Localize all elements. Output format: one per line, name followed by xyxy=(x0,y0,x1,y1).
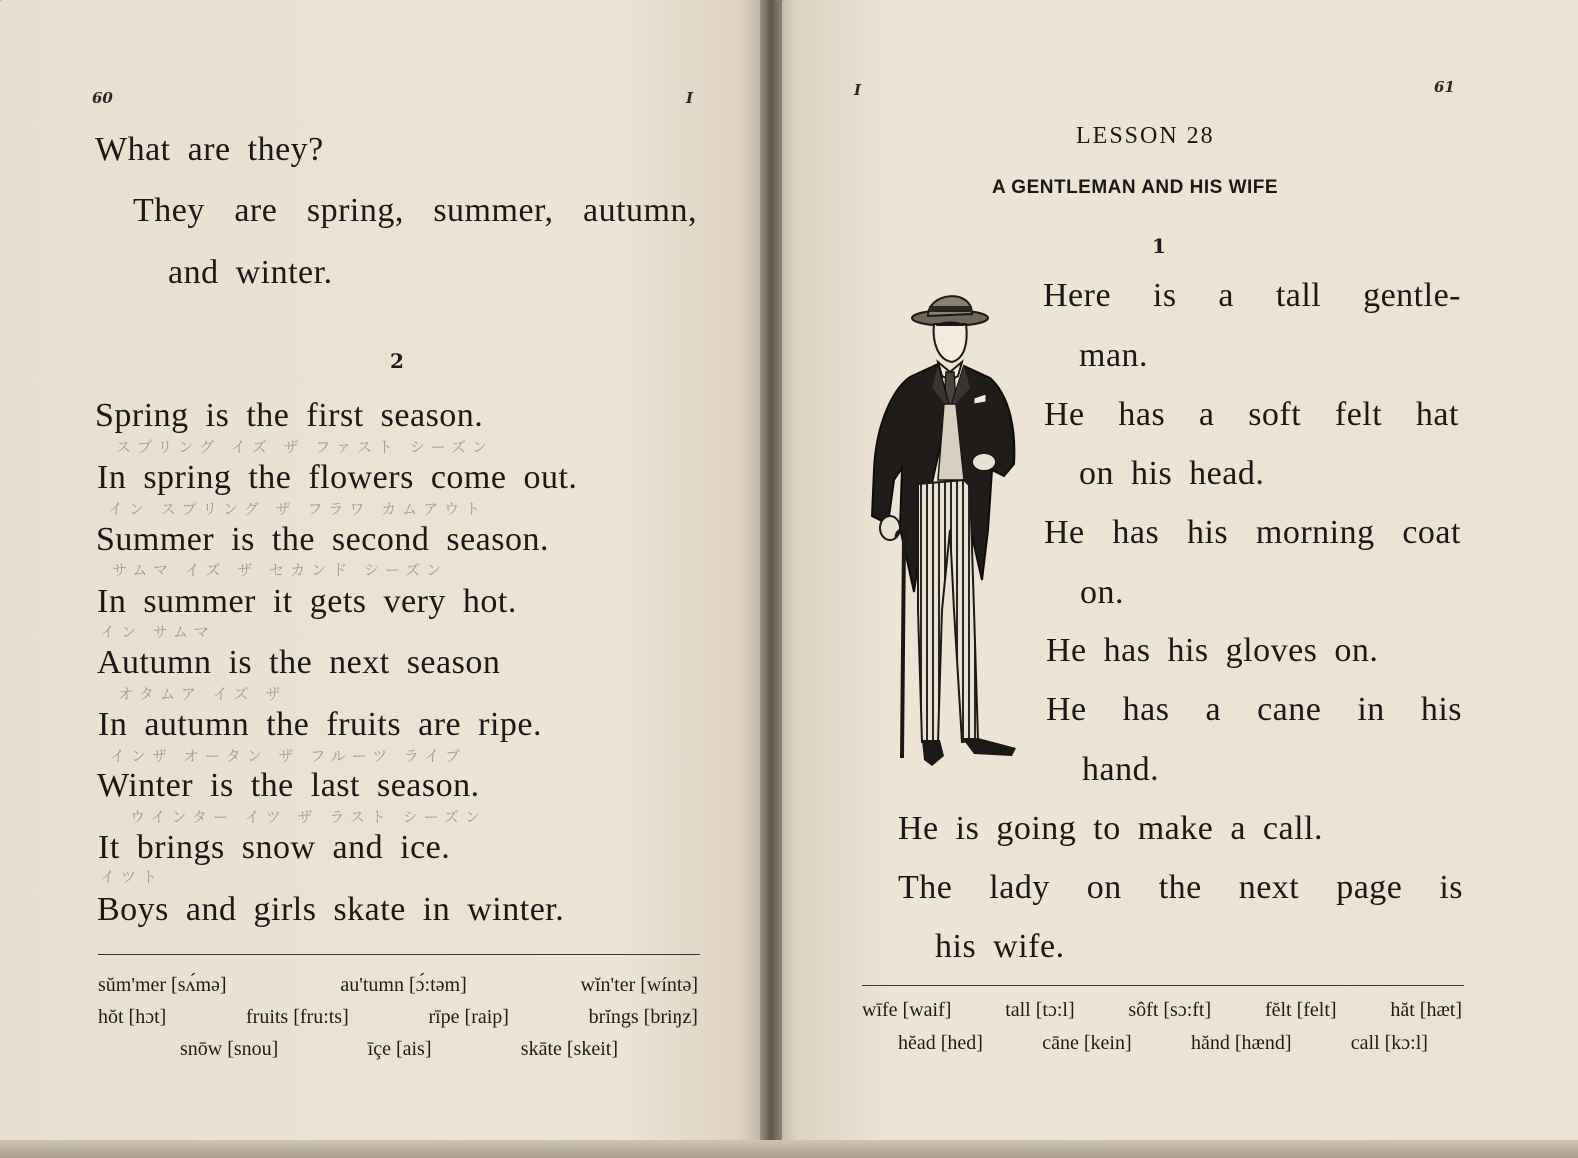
vocab-item: īçe [ais] xyxy=(367,1038,432,1060)
story-line: man. xyxy=(1079,337,1149,374)
vocab-item: hăt [hæt] xyxy=(1390,999,1462,1021)
word: a xyxy=(1218,277,1234,314)
word: spring, xyxy=(306,192,404,229)
vocab-item: hănd [hænd] xyxy=(1190,1032,1292,1054)
vocab-divider-left xyxy=(98,954,700,955)
vocab-item: sôft [sɔ:ft] xyxy=(1128,999,1212,1021)
answer-line-1 xyxy=(133,192,697,230)
passage-line: In autumn the fruits are ripe. xyxy=(98,706,542,743)
word: is xyxy=(1152,277,1177,314)
word: soft xyxy=(1248,396,1302,433)
word: are xyxy=(234,192,278,229)
story-line: on his head. xyxy=(1079,455,1265,492)
word: lady xyxy=(989,869,1050,906)
passage-line: Spring is the first season. xyxy=(95,397,484,434)
word: has xyxy=(1118,396,1166,433)
vocab-item: snōw [snou] xyxy=(180,1038,279,1060)
gentleman-with-cane-illustration xyxy=(866,280,1032,772)
word: They xyxy=(133,192,205,229)
word: the xyxy=(1158,869,1202,906)
story-line xyxy=(1044,514,1461,552)
book-gutter xyxy=(760,0,782,1158)
word: felt xyxy=(1334,396,1383,433)
furigana-line: スプリング イズ ザ ファスト シーズン xyxy=(116,438,493,456)
page-number-left: 60 xyxy=(92,89,113,107)
word: his xyxy=(1186,514,1229,551)
passage-line: Autumn is the next season xyxy=(97,644,501,681)
vocab-item: hŏt [hɔt] xyxy=(98,1006,167,1028)
word: is xyxy=(1439,869,1463,906)
word: his xyxy=(1420,691,1462,728)
vocab-item: call [kɔ:l] xyxy=(1350,1032,1428,1054)
section-number-2: 2 xyxy=(390,349,404,373)
vocab-row-1 xyxy=(98,974,698,997)
vocab-item: tall [tɔ:l] xyxy=(1005,999,1075,1021)
word: autumn, xyxy=(583,192,697,229)
story-line: hand. xyxy=(1082,751,1160,788)
furigana-line: オタムア イズ ザ xyxy=(118,685,287,703)
running-head-left: I xyxy=(686,89,694,107)
word: He xyxy=(1044,514,1085,551)
furigana-line: イン サムマ xyxy=(100,623,215,641)
vocab-item: rīpe [raip] xyxy=(428,1006,509,1028)
passage-line: In summer it gets very hot. xyxy=(97,583,517,620)
vocab-row-right-1 xyxy=(862,999,1462,1022)
passage-line: Summer is the second season. xyxy=(96,521,549,558)
word: gentle- xyxy=(1363,277,1461,314)
story-line xyxy=(1046,691,1462,729)
word: hat xyxy=(1415,396,1459,433)
furigana-line: サムマ イズ ザ セカンド シーズン xyxy=(112,561,448,579)
story-line xyxy=(1043,277,1461,315)
answer-line-2: and winter. xyxy=(168,254,333,291)
word: next xyxy=(1238,869,1300,906)
story-line xyxy=(1044,396,1459,434)
furigana-line: イン スプリング ザ フラワ カムアウト xyxy=(108,500,487,518)
story-line: He is going to make a call. xyxy=(898,810,1324,847)
vocab-item: au'tumn [ɔ́:təm] xyxy=(340,974,467,996)
word: coat xyxy=(1402,514,1461,551)
story-line: his wife. xyxy=(935,928,1065,965)
word: Here xyxy=(1043,277,1112,314)
word: tall xyxy=(1275,277,1322,314)
passage-line: Boys and girls skate in winter. xyxy=(97,891,565,928)
furigana-line: インザ オータン ザ フルーツ ライプ xyxy=(110,747,466,765)
word: He xyxy=(1044,396,1085,433)
story-line: He has his gloves on. xyxy=(1046,632,1379,669)
word: has xyxy=(1112,514,1160,551)
word: morning xyxy=(1255,514,1375,551)
word: He xyxy=(1046,691,1087,728)
passage-line: It brings snow and ice. xyxy=(98,829,451,866)
word: cane xyxy=(1257,691,1322,728)
vocab-item: sŭm'mer [sʌ́mə] xyxy=(98,974,227,996)
passage-line: Winter is the last season. xyxy=(97,767,480,804)
vocab-item: skāte [skeit] xyxy=(520,1038,618,1060)
vocab-row-right-2 xyxy=(898,1032,1428,1055)
vocab-item: hĕad [hed] xyxy=(898,1032,983,1054)
vocab-item: wīfe [waif] xyxy=(862,999,952,1021)
word: page xyxy=(1336,869,1403,906)
vocab-row-2 xyxy=(98,1006,698,1029)
word: a xyxy=(1205,691,1222,728)
section-number-1: 1 xyxy=(1152,234,1166,258)
furigana-line: ウインター イツ ザ ラスト シーズン xyxy=(130,808,486,826)
page-bottom-edge xyxy=(0,1140,1578,1158)
page-number-right: 61 xyxy=(1434,78,1455,96)
word: The xyxy=(898,869,953,906)
story-title: A GENTLEMAN AND HIS WIFE xyxy=(992,177,1279,198)
running-head-right: I xyxy=(854,81,862,99)
vocab-item: fruits [fru:ts] xyxy=(246,1006,349,1028)
word: in xyxy=(1357,691,1385,728)
left-page xyxy=(0,0,770,1146)
vocab-row-3 xyxy=(180,1038,618,1061)
story-line xyxy=(898,869,1463,907)
vocab-item: wĭn'ter [wíntə] xyxy=(580,974,698,996)
question-line: What are they? xyxy=(95,131,324,168)
word: a xyxy=(1198,396,1215,433)
passage-line: In spring the flowers come out. xyxy=(97,459,578,496)
word: summer, xyxy=(433,192,554,229)
vocab-item: fĕlt [felt] xyxy=(1264,999,1337,1021)
word: has xyxy=(1122,691,1170,728)
lesson-title: LESSON 28 xyxy=(1076,123,1215,149)
word: on xyxy=(1086,869,1122,906)
vocab-item: brĭngs [briŋz] xyxy=(588,1006,698,1028)
vocab-item: cāne [kein] xyxy=(1042,1032,1132,1054)
furigana-line: イツト xyxy=(100,868,164,886)
story-line: on. xyxy=(1080,574,1124,611)
vocab-divider-right xyxy=(862,985,1464,986)
